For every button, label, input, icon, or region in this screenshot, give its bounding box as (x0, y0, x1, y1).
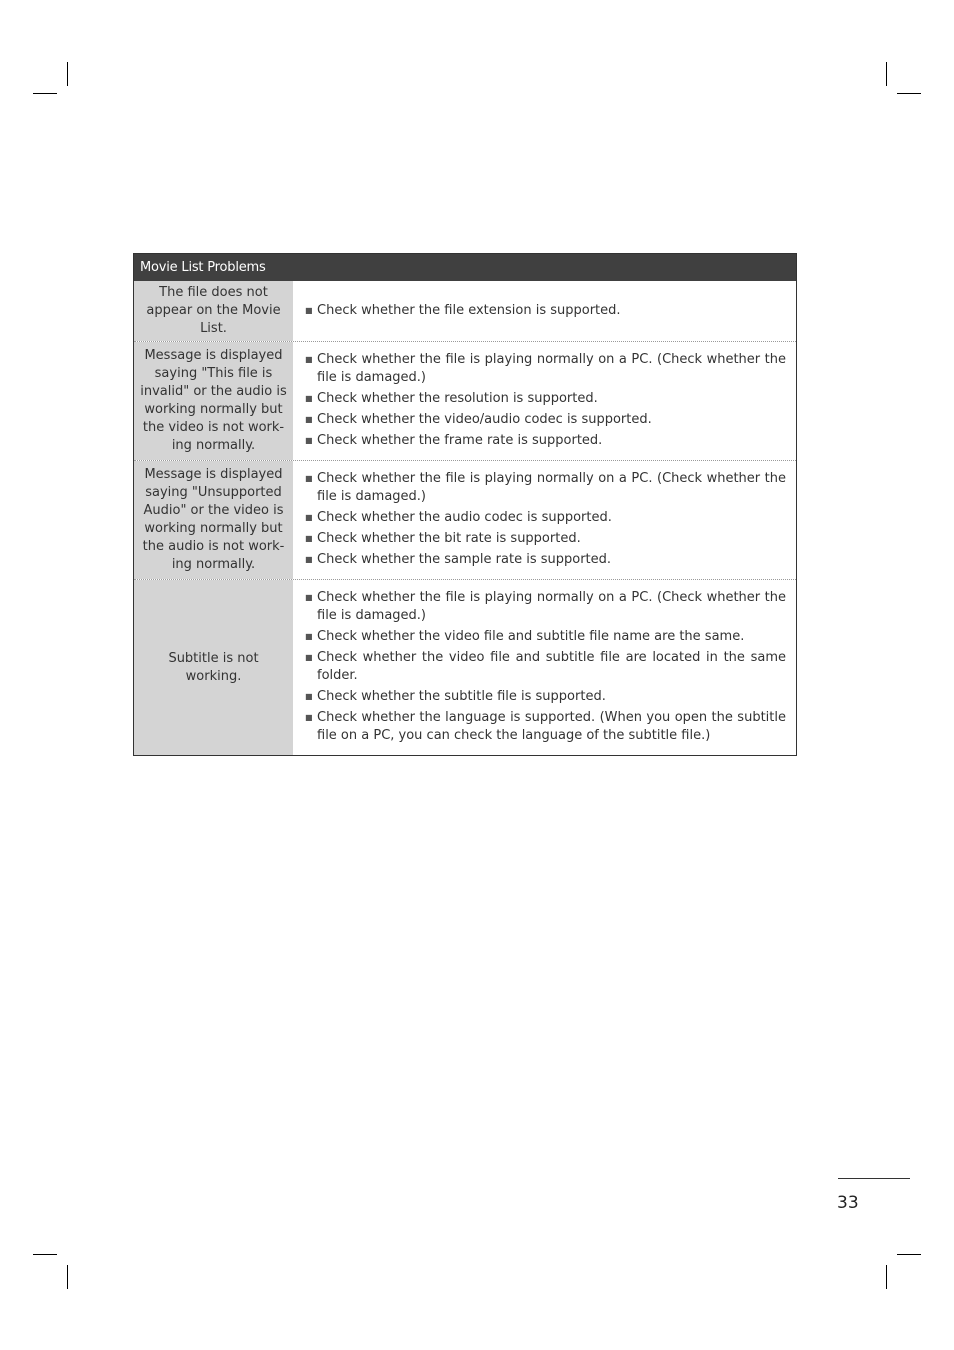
crop-mark (897, 1254, 921, 1255)
problem-cell: Message is displayed saying "This file is invalid" or the audio is working normally but the video is not work-ing normally. (134, 342, 293, 460)
solution-text: Check whether the video file and subtitle file are located in the same folder. (317, 650, 786, 683)
page-number-rule (838, 1178, 910, 1179)
solution-item (305, 432, 786, 450)
table-row (134, 579, 796, 755)
problem-cell: Subtitle is not working. (134, 580, 293, 755)
solution-item (305, 628, 786, 646)
solution-item (305, 688, 786, 706)
square-bullet-icon: ■ (305, 305, 313, 315)
solution-item (305, 351, 786, 387)
square-bullet-icon: ■ (305, 632, 313, 641)
square-bullet-icon: ■ (305, 513, 313, 522)
table-title: Movie List Problems (134, 254, 796, 281)
problem-cell: The file does not appear on the Movie List. (134, 281, 293, 341)
table-row (134, 281, 796, 341)
crop-mark (67, 1265, 68, 1289)
solution-text: Check whether the file is playing normally on a PC. (Check whether the file is damaged.) (317, 590, 786, 623)
solution-cell (293, 342, 796, 460)
solution-text: Check whether the bit rate is supported. (317, 531, 581, 546)
square-bullet-icon: ■ (305, 355, 313, 364)
solution-cell (293, 580, 796, 755)
solution-text: Check whether the frame rate is supported. (317, 433, 603, 448)
square-bullet-icon: ■ (305, 593, 313, 602)
solution-item (305, 411, 786, 429)
solution-item (305, 509, 786, 527)
square-bullet-icon: ■ (305, 534, 313, 543)
square-bullet-icon: ■ (305, 394, 313, 403)
crop-mark (33, 1254, 57, 1255)
square-bullet-icon: ■ (305, 653, 313, 662)
solution-item (305, 649, 786, 685)
crop-mark (886, 62, 887, 86)
solution-item (305, 589, 786, 625)
square-bullet-icon: ■ (305, 474, 313, 483)
square-bullet-icon: ■ (305, 555, 313, 564)
solution-text: Check whether the video file and subtitle file name are the same. (317, 629, 745, 644)
solution-text: Check whether the file is playing normally on a PC. (Check whether the file is damaged.) (317, 471, 786, 504)
solution-cell (293, 461, 796, 579)
solution-item (305, 470, 786, 506)
crop-mark (67, 62, 68, 86)
crop-mark (33, 93, 57, 94)
square-bullet-icon: ■ (305, 415, 313, 424)
problem-cell: Message is displayed saying "Unsupported Audio" or the video is working normally but the audio is not work-ing normally. (134, 461, 293, 579)
movie-list-problems-table (133, 253, 797, 756)
solution-text: Check whether the sample rate is supported. (317, 552, 612, 567)
solution-item (305, 530, 786, 548)
solution-item (305, 709, 786, 745)
solution-text: Check whether the resolution is supported. (317, 391, 598, 406)
square-bullet-icon: ■ (305, 692, 313, 701)
solution-text: Check whether the language is supported. (When you open the subtitle file on a PC, you can check the language of the subtitle file.) (317, 710, 786, 743)
solution-text: Check whether the file is playing normally on a PC. (Check whether the file is damaged.) (317, 352, 786, 385)
table-row (134, 341, 796, 460)
solution-text: Check whether the file extension is supported. (317, 302, 621, 318)
table-body (134, 281, 796, 755)
square-bullet-icon: ■ (305, 713, 313, 722)
table-row (134, 460, 796, 579)
page-number: 33 (837, 1193, 859, 1213)
solution-cell (293, 281, 796, 341)
solution-text: Check whether the video/audio codec is supported. (317, 412, 652, 427)
crop-mark (897, 93, 921, 94)
solution-text: Check whether the subtitle file is supported. (317, 689, 606, 704)
square-bullet-icon: ■ (305, 436, 313, 445)
solution-item (305, 390, 786, 408)
solution-text: Check whether the audio codec is supported. (317, 510, 612, 525)
crop-mark (886, 1265, 887, 1289)
solution-item (305, 551, 786, 569)
solution-item (305, 302, 786, 320)
